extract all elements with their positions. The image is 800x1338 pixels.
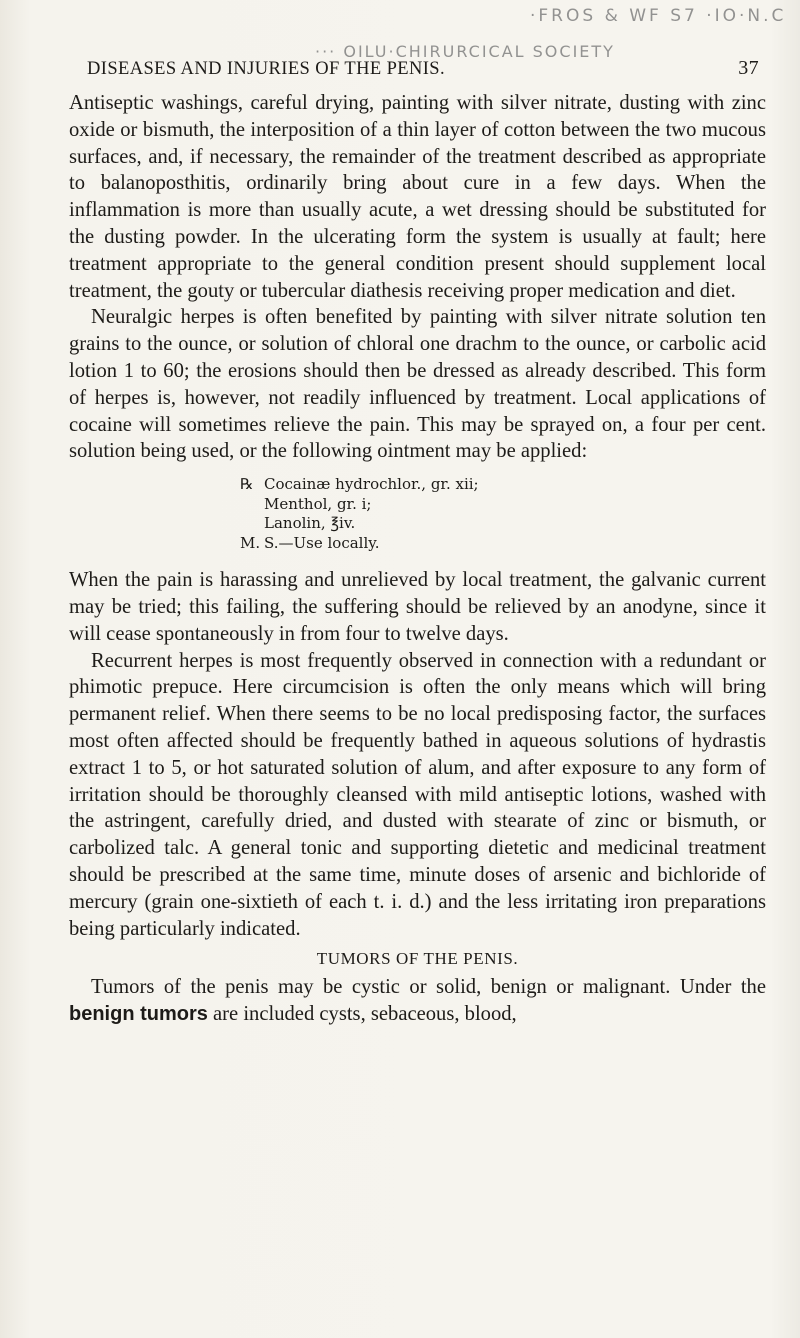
paragraph-recurrent-herpes: Recurrent herpes is most frequently observed in connection with a redundant or phimotic prepuce. Here circumcision is often the only means which will bring permanent relief. When there seems to be no local predisposing factor, the surfaces most often affected should be frequently bathed in aqueous solutions of hydrastis extract 1 to 5, or hot saturated solution of alum, and after exposure to any form of irritation should be thoroughly cleansed with mild antiseptic lotions, washed with the astringent, carefully dried, and dusted with stearate of zinc or bismuth, or carbolized talc. A general tonic and supporting dietetic and medicinal treatment should be prescribed at the same time, minute doses of arsenic and bichloride of mercury (grain one-sixtieth of each t. i. d.) and the less irritating iron preparations being particularly indicated. xyxy=(69,649,766,940)
tumors-text-end: are included cysts, sebaceous, blood, xyxy=(207,1003,517,1026)
running-header xyxy=(69,57,763,83)
body-text xyxy=(69,90,766,1028)
benign-tumors-term: benign tumors xyxy=(69,1003,208,1026)
recipe-symbol: ℞ xyxy=(240,475,254,494)
tumors-text-start: Tumors of the penis may be cystic or solid, benign or malignant. Under the xyxy=(91,976,766,999)
page-number: 37 xyxy=(738,57,759,79)
prescription-line: Menthol, gr. i; xyxy=(264,494,372,513)
paragraph-harassing-pain: When the pain is harassing and unrelieved by local treatment, the galvanic current may be tried; this failing, the suffering should be relieved by an anodyne, since it will cease spontaneously in from four to twelve days. xyxy=(69,569,766,645)
prescription-signa xyxy=(240,534,766,554)
section-heading: TUMORS OF THE PENIS. xyxy=(316,949,519,969)
prescription-ingredient: Cocainæ hydrochlor., gr. xii; xyxy=(264,475,479,494)
prescription-block xyxy=(69,475,766,553)
paragraph-antiseptic-washings: Antiseptic washings, careful drying, painting with silver nitrate, dusting with zinc oxide or bismuth, the interposition of a thin layer of cotton between the two mucous surfaces, and, if necessary, the remainder of the treatment described as appropriate to balanoposthitis, ordinarily bring about cure in a few days. When the inflammation is more than usually acute, a wet dressing should be substituted for the dusting powder. In the ulcerating form the system is usually at fault; here treatment appropriate to the general condition present should supplement local treatment, the gouty or tubercular diathesis receiving proper medication and diet. xyxy=(69,92,766,302)
prescription-line: Lanolin, ℥iv. xyxy=(264,514,356,533)
stamp-line-2: ··· OILU·CHIRURCICAL SOCIETY xyxy=(315,42,615,61)
paragraph-neuralgic-herpes: Neuralgic herpes is often benefited by painting with silver nitrate solution ten grains to the ounce, or solution of chloral one drachm to the ounce, or carbolic acid lotion 1 to 60; the erosions should then be dressed as already described. This form of herpes is, however, not readily influenced by treatment. Local applications of cocaine will sometimes relieve the pain. This may be sprayed on, a four per cent. solution being used, or the following ointment may be applied: xyxy=(69,306,766,463)
signa-label: M. xyxy=(240,533,261,552)
paragraph-tumors xyxy=(69,974,766,1028)
running-title: DISEASES AND INJURIES OF THE PENIS. xyxy=(87,59,446,79)
signa-text: S.—Use locally. xyxy=(264,533,380,552)
prescription-line xyxy=(240,475,766,495)
stamp-line-1: ·FROS & WF S7 ·IO·N.C xyxy=(530,6,787,26)
